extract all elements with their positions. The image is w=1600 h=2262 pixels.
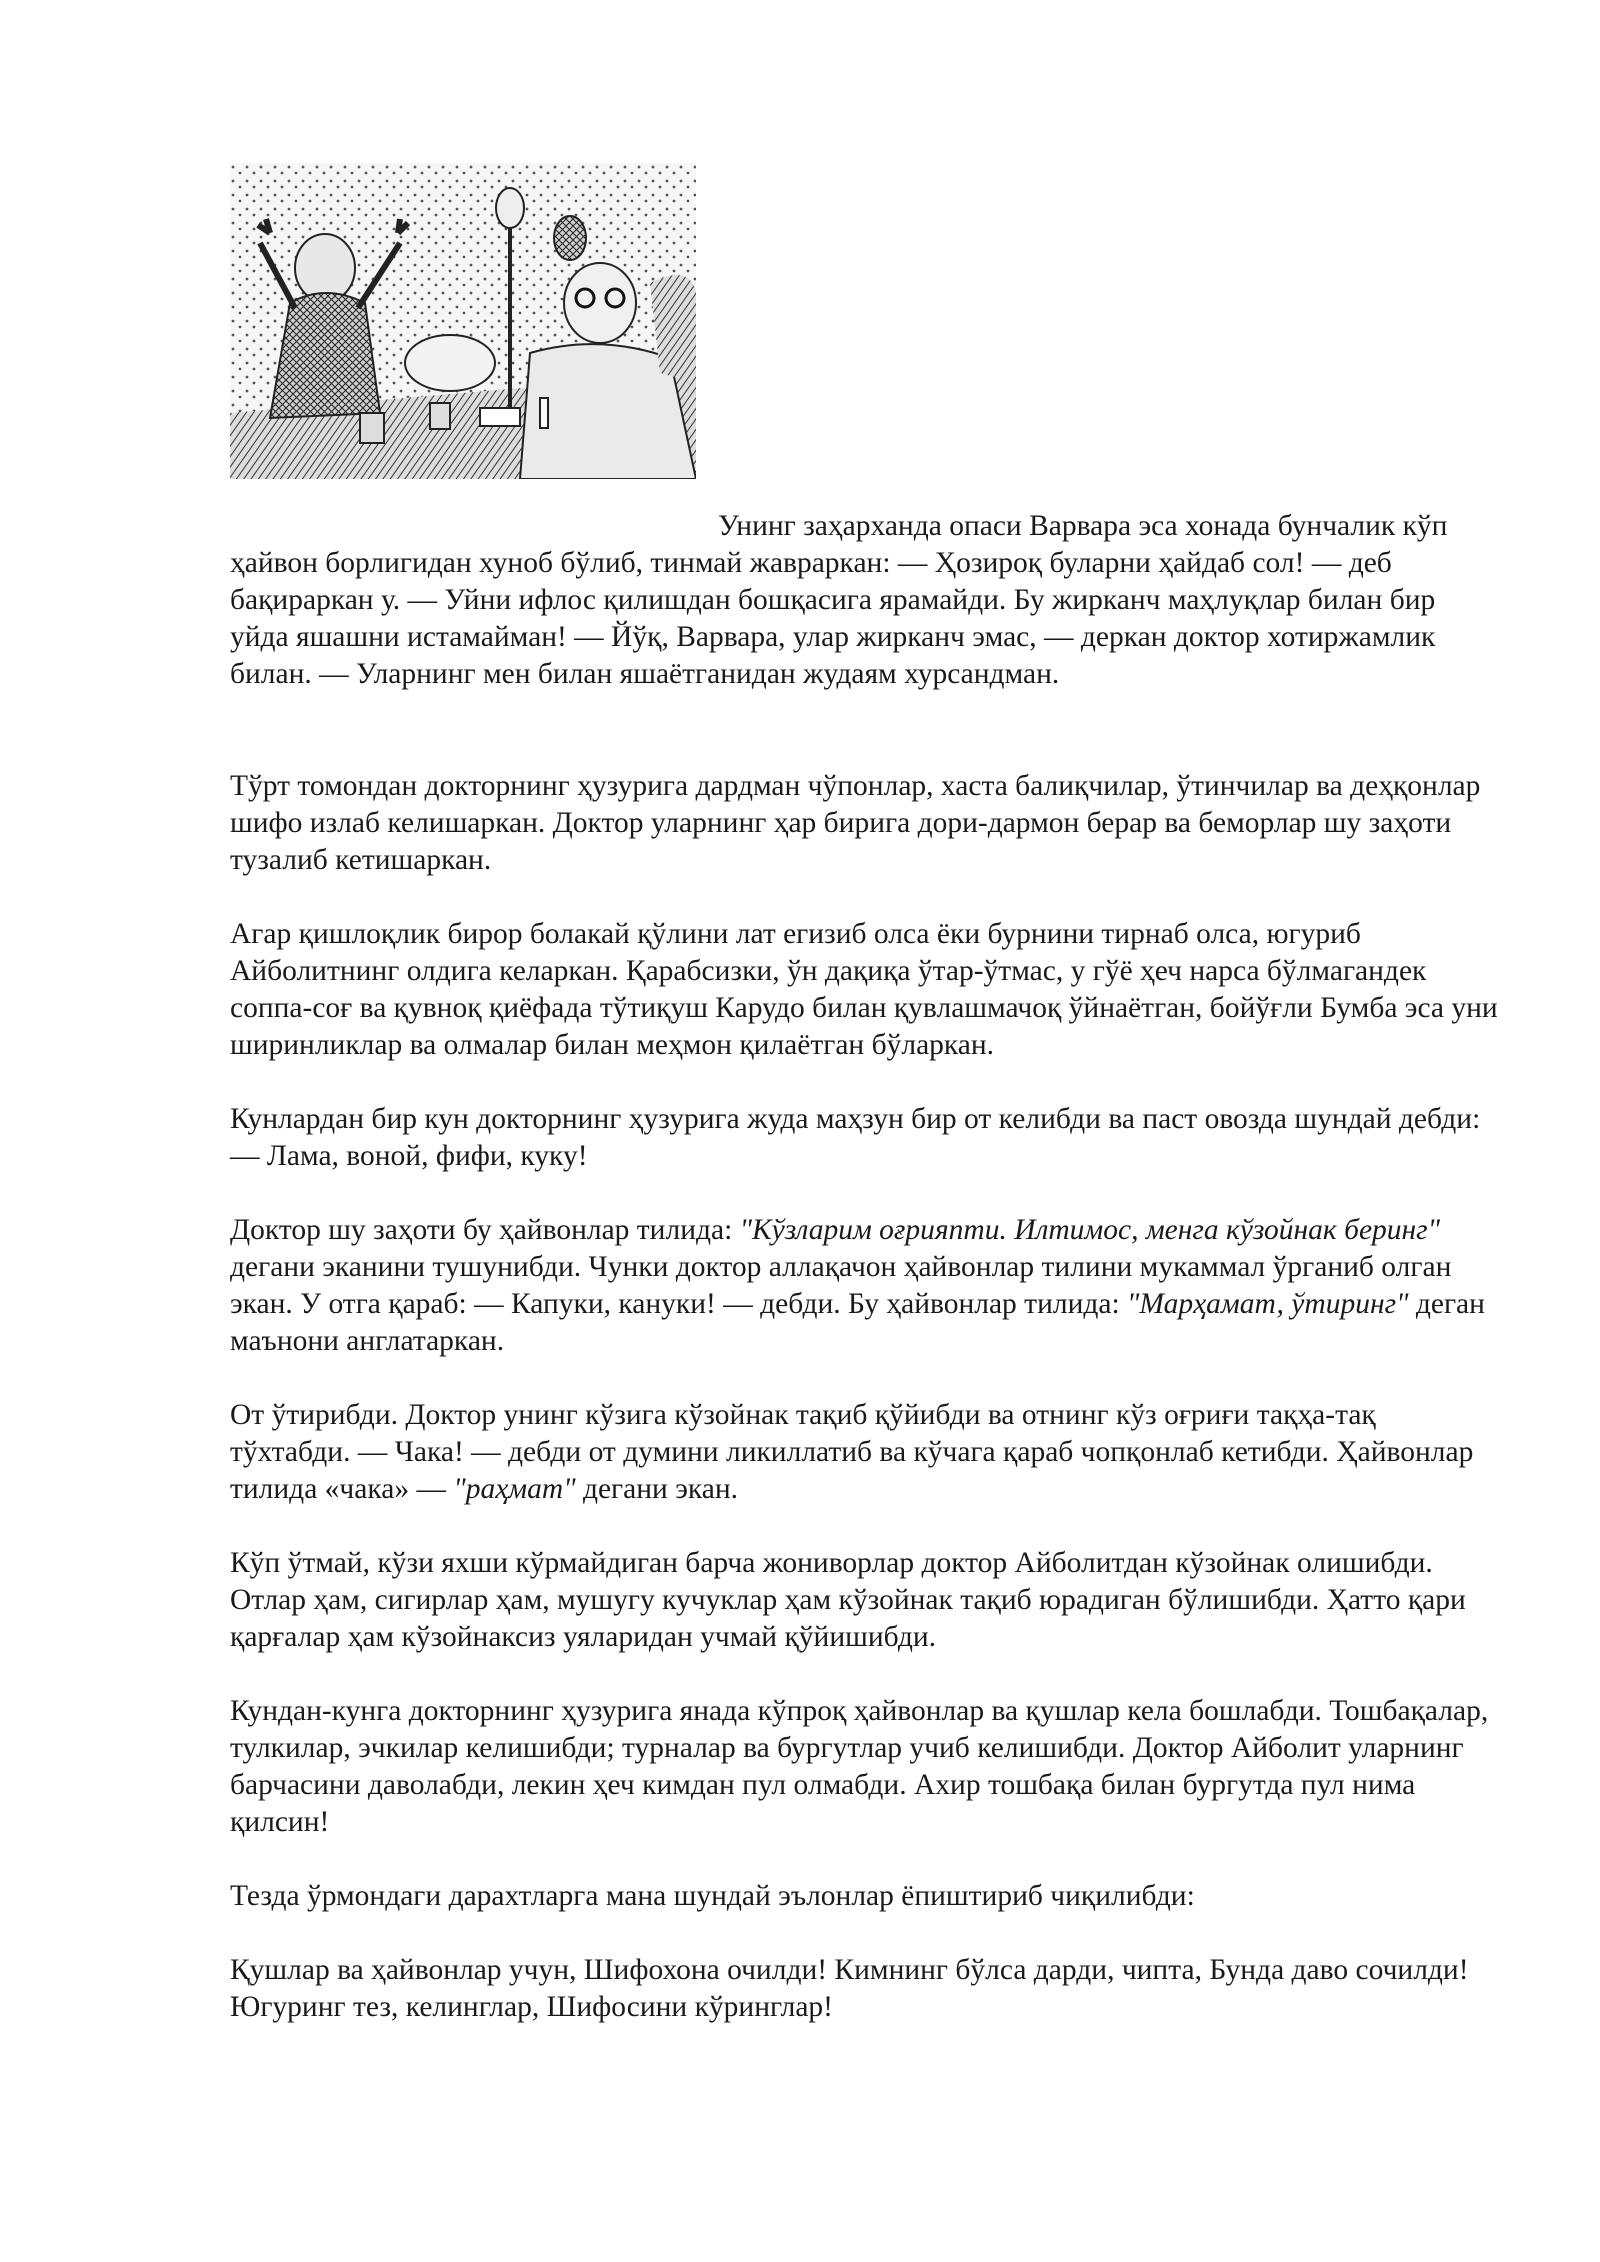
paragraph-text: Кўп ўтмай, кўзи яхши кўрмайдиган барча жониворлар доктор Айболитдан кўзойнак олишибди. Отлар ҳам, сигирлар ҳам, мушугу кучуклар ҳам кўзойнак тақиб юрадиган бўлишибди. Ҳатто қари қарғалар ҳам кўзойнаксиз уяларидан учмай қўйишибди. [230, 1547, 1466, 1653]
paragraph-text: Тўрт томондан докторнинг ҳузурига дардман чўпонлар, хаста балиқчилар, ўтинчилар ва деҳқонлар шифо излаб келишаркан. Доктор уларнинг ҳар бирига дори-дармон берар ва беморлар шу заҳоти тузалиб кетишаркан. [230, 770, 1481, 876]
paragraph-text: Кунлардан бир кун докторнинг ҳузурига жуда маҳзун бир от келибди ва паст овозда шундай дебди: — Лама, воной, фифи, куку! [230, 1103, 1481, 1172]
paragraph-10 [230, 1952, 1500, 2026]
paragraph-3 [230, 916, 1500, 1064]
illustration-image [230, 163, 696, 479]
paragraph-text [230, 1212, 1500, 1360]
italic-quote: "Кўзларим оғрияпти. Илтимос, менга кўзойнак беринг" [739, 1214, 1441, 1246]
italic-quote: "Марҳамат, ўтиринг" [1127, 1288, 1409, 1320]
paragraph-text: Агар қишлоқлик бирор болакай қўлини лат егизиб олса ёки бурнини тирнаб олса, югуриб Айболитнинг олдига келаркан. Қарабсизки, ўн дақиқа ўтар-ўтмас, у гўё ҳеч нарса бўлмагандек соппа-соғ ва қувноқ қиёфада тўтиқуш Карудо билан қувлашмачоқ ўйнаётган, бойўғли Бумба эса уни ширинликлар ва олмалар билан меҳмон қилаётган бўларкан. [230, 918, 1498, 1061]
paragraph-7 [230, 1545, 1500, 1656]
text-run: Доктор шу заҳоти бу ҳайвонлар тилида: [230, 1214, 740, 1246]
paragraph-2 [230, 768, 1500, 879]
paragraph-text: Унинг заҳарханда опаси Варвара эса хонада бунчалик кўп ҳайвон борлигидан хуноб бўлиб, тинмай жавраркан: — Ҳозироқ буларни ҳайдаб сол! — деб бақираркан у. — Уйни ифлос қилишдан бошқасига ярамайди. Бу жирканч маҳлуқлар билан бир уйда яшашни истамайман! — Йўқ, Варвара, улар жирканч эмас, — деркан доктор хотиржамлик билан. — Уларнинг мен билан яшаётганидан жудаям хурсандман. [230, 510, 1448, 690]
paragraph-text: Кундан-кунга докторнинг ҳузурига янада кўпроқ ҳайвонлар ва қушлар кела бошлабди. Тошбақалар, тулкилар, эчкилар келишибди; турналар ва бургутлар учиб келишибди. Доктор Айболит уларнинг барчасини даволабди, лекин ҳеч кимдан пул олмабди. Ахир тошбақа билан бургутда пул нима қилсин! [230, 1695, 1489, 1838]
italic-quote: "раҳмат" [453, 1473, 576, 1505]
text-run: дегани эканини тушунибди. Чунки доктор аллақачон ҳайвонлар тилини мукаммал ўрганиб олган экан. У отга қараб: — Капуки, кануки! — дебди. Бу ҳайвонлар тилида: [230, 1251, 1452, 1320]
paragraph-4 [230, 1101, 1500, 1175]
paragraph-9 [230, 1878, 1500, 1915]
paragraph-text: Тезда ўрмондаги дарахтларга мана шундай эълонлар ёпиштириб чиқилибди: [230, 1880, 1195, 1912]
text-run: дегани экан. [575, 1473, 739, 1505]
paragraph-6 [230, 1397, 1500, 1508]
paragraph-5 [230, 1212, 1500, 1360]
paragraph-8 [230, 1693, 1500, 1841]
text-run: деган маънони англатаркан. [230, 1288, 1485, 1357]
paragraph-text [230, 1397, 1500, 1508]
text-run: От ўтирибди. Доктор унинг кўзига кўзойнак тақиб қўйибди ва отнинг кўз оғриғи тақҳа-тақ тўхтабди. — Чака! — дебди от думини ликиллатиб ва кўчага қараб чопқонлаб кетибди. Ҳайвонлар тилида «чака» — [230, 1399, 1474, 1505]
paragraph-text: Қушлар ва ҳайвонлар учун, Шифохона очилди! Кимнинг бўлса дарди, чипта, Бунда даво сочилди! Югуринг тез, келинглар, Шифосини кўринглар! [230, 1954, 1469, 2023]
paragraph-1 [230, 508, 1500, 693]
